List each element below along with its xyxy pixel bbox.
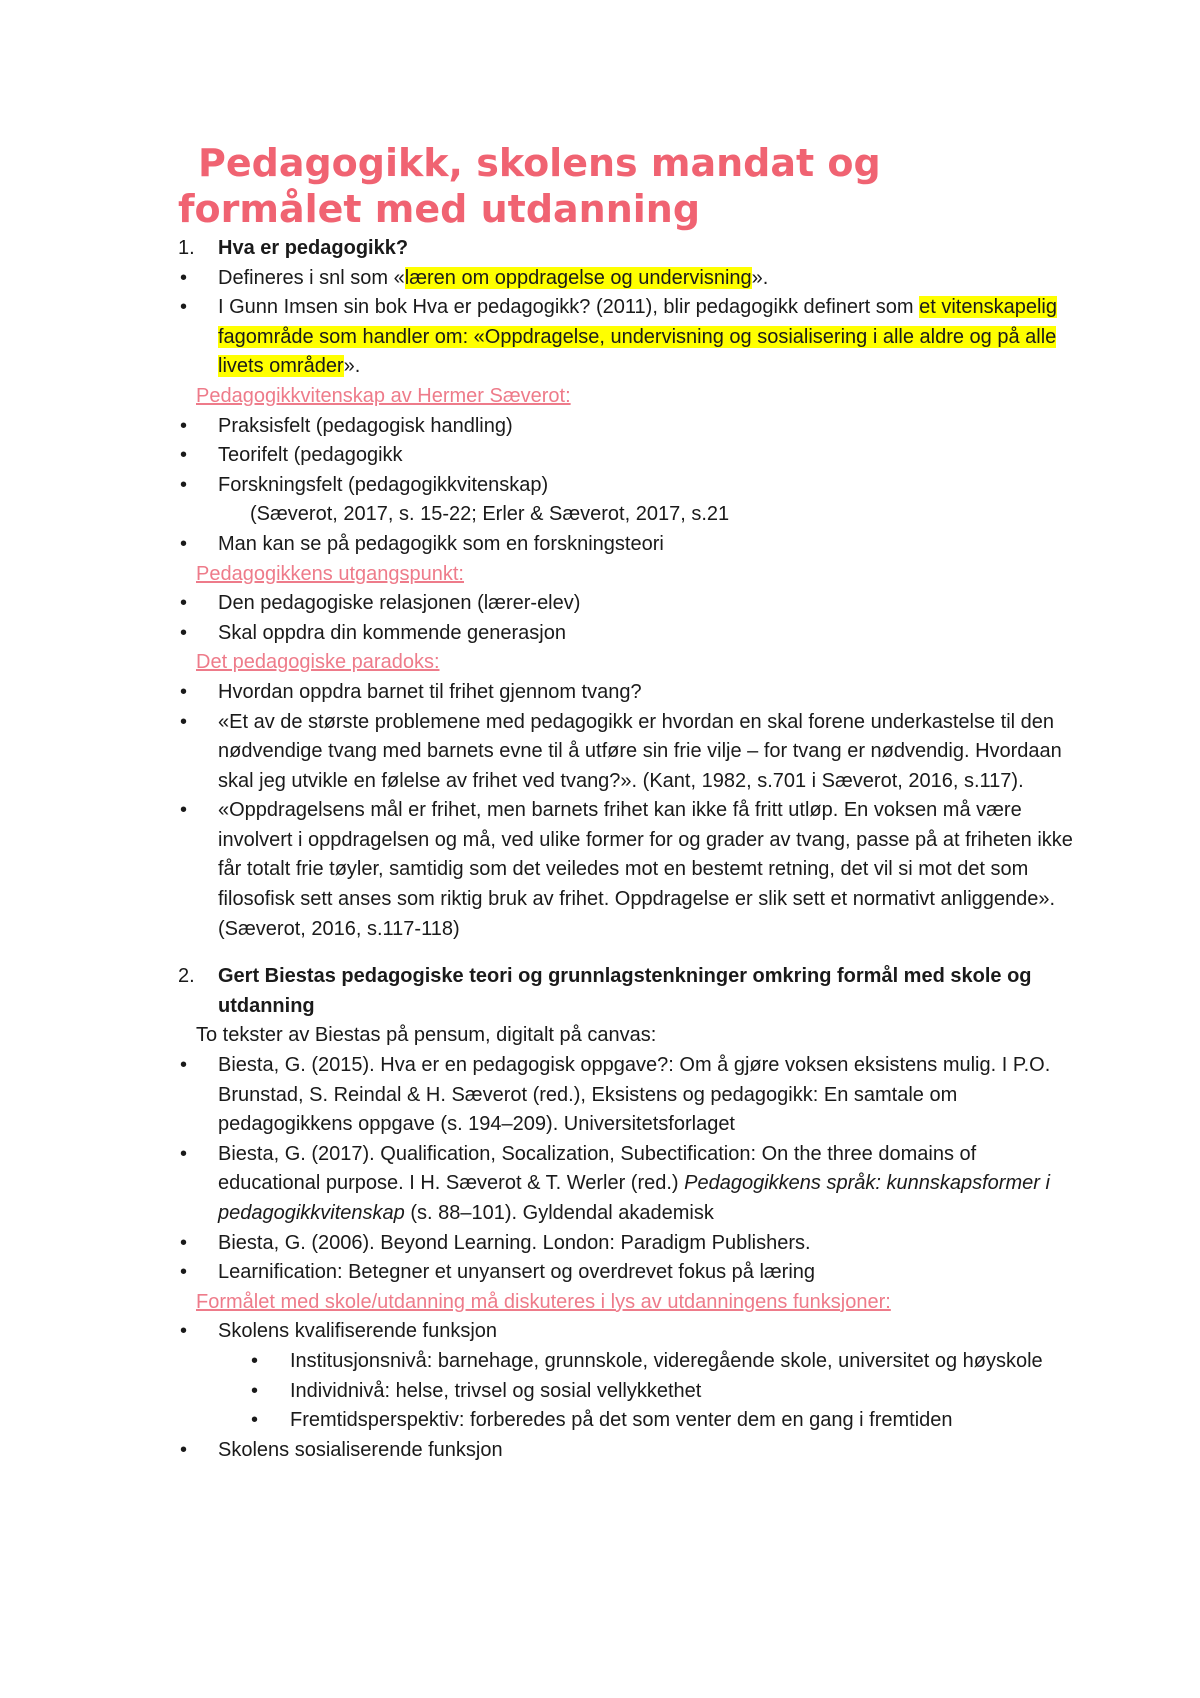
section-heading: Pedagogikkvitenskap av Hermer Sæverot: [196, 384, 571, 407]
list-item [178, 264, 1078, 294]
section-heading: Det pedagogiske paradoks: [196, 651, 440, 674]
text-run: Biesta, G. (2017). Qualification, Socalization, Subectification: On the three domains of educational purpose. I H. Sæverot & T. Werler (red.) [218, 1142, 977, 1195]
list-item: • «Oppdragelsens mål er frihet, men barnets frihet kan ikke få fritt utløp. En voksen må være involvert i oppdragelsen og må, ved ulike former for og grader av tvang, passe på at friheten ikke får totalt frie tøyler, samtidig som det veiledes mot en bestemt retning, det vil si mot det som filosofisk sett anses som riktig bruk av frihet. Oppdragelse er slik sett et normativt anliggende». (Sæverot, 2016, s.117-118) [178, 796, 1078, 944]
heading-text: Hva er pedagogikk? [218, 237, 409, 259]
numbered-heading-1 [178, 234, 1078, 264]
italic-title: Pedagogikkens språk: kunnskapsformer i pedagogikkvitenskap [218, 1172, 1050, 1224]
list-item: • Man kan se på pedagogikk som en forskningsteori [178, 530, 1078, 560]
list-item [178, 293, 1078, 382]
section-heading: Pedagogikkens utgangspunkt: [196, 562, 464, 585]
list-item: • Learnification: Betegner et unyansert og overdrevet fokus på læring [178, 1258, 1078, 1288]
document-body [178, 140, 1078, 1465]
list-number: 1. [178, 237, 195, 259]
text-run: I Gunn Imsen sin bok Hva er pedagogikk? (2011), blir pedagogikk definert som [218, 296, 920, 319]
list-item: • Forskningsfelt (pedagogikkvitenskap) [178, 471, 1078, 501]
sub-list-item: • Fremtidsperspektiv: forberedes på det som venter dem en gang i fremtiden [178, 1406, 1078, 1436]
intro-text: To tekster av Biestas på pensum, digitalt på canvas: [196, 1024, 657, 1047]
list-item: • «Et av de største problemene med pedagogikk er hvordan en skal forene underkastelse til den nødvendige tvang med barnets evne til å utføre sin frie vilje – for tvang er nødvendig. Hvordaan skal jeg utvikle en følelse av frihet ved tvang?». (Kant, 1982, s.701 i Sæverot, 2016, s.117). [178, 708, 1078, 797]
page-title [178, 140, 1078, 232]
section-heading: Formålet med skole/utdanning må diskuteres i lys av utdanningens funksjoner: [196, 1290, 891, 1313]
sub-list-item: • Institusjonsnivå: barnehage, grunnskole, videregående skole, universitet og høyskole [178, 1347, 1078, 1377]
list-number: 2. [178, 965, 195, 988]
list-item [178, 1140, 1078, 1229]
title-line-1: Pedagogikk, skolens mandat og [198, 141, 881, 185]
list-item: • Biesta, G. (2006). Beyond Learning. London: Paradigm Publishers. [178, 1229, 1078, 1259]
title-line-2: formålet med utdanning [178, 187, 701, 231]
text-run: ». [343, 355, 361, 378]
text-run: Defineres i snl som « [218, 266, 405, 289]
highlighted-text: et vitenskapelig fagområde som handler om: «Oppdragelse, undervisning og sosialisering i alle aldre og på alle livets områder [218, 296, 1057, 378]
numbered-heading-2 [178, 962, 1078, 1021]
sub-list-item: • Individnivå: helse, trivsel og sosial vellykkethet [178, 1377, 1078, 1407]
list-item: • Den pedagogiske relasjonen (lærer-elev) [178, 589, 1078, 619]
heading-text: Gert Biestas pedagogiske teori og grunnlagstenkninger omkring formål med skole og utdanning [218, 965, 1032, 1017]
citation: (Sæverot, 2017, s. 15-22; Erler & Sæverot, 2017, s.21 [250, 503, 730, 526]
list-item: • Biesta, G. (2015). Hva er en pedagogisk oppgave?: Om å gjøre voksen eksistens mulig. I P.O. Brunstad, S. Reindal & H. Sæverot (red.), Eksistens og pedagogikk: En samtale om pedagogikkens oppgave (s. 194–209). Universitetsforlaget [178, 1051, 1078, 1140]
highlighted-text: læren om oppdragelse og undervisning [404, 266, 752, 289]
text-run: ». [751, 266, 769, 289]
text-run: (s. 88–101). Gyldendal akademisk [404, 1202, 714, 1224]
list-item: • Hvordan oppdra barnet til frihet gjennom tvang? [178, 678, 1078, 708]
list-item: • Praksisfelt (pedagogisk handling) [178, 412, 1078, 442]
list-item: • Skal oppdra din kommende generasjon [178, 619, 1078, 649]
list-item: • Skolens sosialiserende funksjon [178, 1436, 1078, 1466]
list-item: • Teorifelt (pedagogikk [178, 441, 1078, 471]
list-item: • Skolens kvalifiserende funksjon [178, 1317, 1078, 1347]
